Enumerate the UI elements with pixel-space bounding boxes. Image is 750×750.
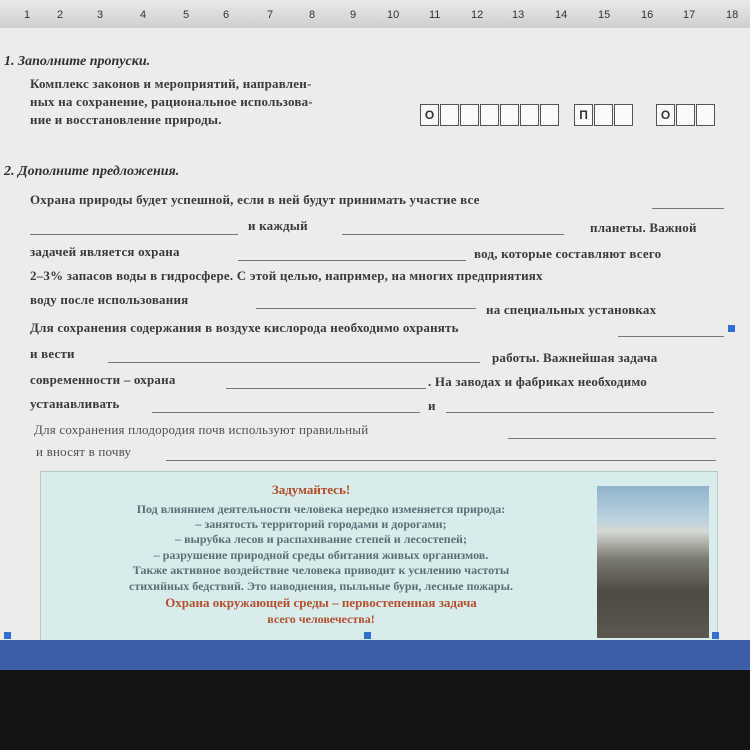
- ruler-tick: 1: [24, 9, 31, 21]
- taskbar: [0, 640, 750, 670]
- blank-line[interactable]: [446, 412, 714, 413]
- task1-title: 1. Заполните пропуски.: [4, 54, 151, 69]
- resize-handle[interactable]: [4, 632, 11, 639]
- answer-cell[interactable]: [440, 104, 459, 126]
- blank-line[interactable]: [618, 336, 724, 337]
- answer-cell[interactable]: [520, 104, 539, 126]
- ruler-tick: 18: [726, 9, 739, 21]
- task2-line: 2–3% запасов воды в гидросфере. С этой целью, например, на многих предприятиях: [30, 268, 543, 283]
- ruler-tick: 16: [641, 9, 654, 21]
- answer-cell[interactable]: О: [420, 104, 439, 126]
- answer-cell[interactable]: [500, 104, 519, 126]
- task2-line: планеты. Важной: [590, 220, 697, 235]
- task2-line: устанавливать: [30, 396, 120, 411]
- ruler-tick: 8: [309, 9, 316, 21]
- blank-line[interactable]: [152, 412, 420, 413]
- answer-cell[interactable]: [594, 104, 613, 126]
- task2-line: . На заводах и фабриках необходимо: [428, 374, 647, 389]
- task2-line: и вносят в почву: [36, 444, 132, 459]
- screen-bezel: [0, 670, 750, 750]
- task2-line: и: [428, 398, 436, 413]
- ruler-tick: 14: [555, 9, 568, 21]
- answer-cell[interactable]: [676, 104, 695, 126]
- blank-line[interactable]: [256, 308, 476, 309]
- task1-line: Комплекс законов и мероприятий, направлен-: [30, 76, 312, 91]
- think-line: – занятость территорий городами и дорогами;: [195, 517, 447, 531]
- think-line: – разрушение природной среды обитания живых организмов.: [153, 548, 489, 562]
- task2-line: вод, которые составляют всего: [474, 246, 662, 261]
- task2-line: Для сохранения содержания в воздухе кислорода необходимо охранять: [30, 320, 459, 335]
- think-line: Также активное воздействие человека приводит к усилению частоты: [132, 563, 510, 577]
- blank-line[interactable]: [508, 438, 716, 439]
- think-line: стихийных бедствий. Это наводнения, пыльные бури, лесные пожары.: [129, 579, 513, 593]
- blank-line[interactable]: [30, 234, 238, 235]
- task2-line: и каждый: [248, 218, 308, 233]
- ruler-tick: 5: [183, 9, 190, 21]
- blank-line[interactable]: [342, 234, 564, 235]
- blank-line[interactable]: [108, 362, 480, 363]
- answer-cell[interactable]: [696, 104, 715, 126]
- think-line: Под влиянием деятельности человека нередко изменяется природа:: [136, 502, 506, 516]
- answer-cell[interactable]: [480, 104, 499, 126]
- ruler-tick: 13: [512, 9, 525, 21]
- blank-line[interactable]: [652, 208, 724, 209]
- ruler-tick: 3: [97, 9, 104, 21]
- task2-line: Охрана природы будет успешной, если в ней будут принимать участие все: [30, 192, 480, 207]
- task2-line: задачей является охрана: [30, 244, 180, 259]
- blank-line[interactable]: [238, 260, 466, 261]
- landscape-photo: [597, 486, 709, 638]
- ruler-tick: 7: [267, 9, 274, 21]
- blank-line[interactable]: [226, 388, 426, 389]
- horizontal-ruler[interactable]: [0, 0, 750, 29]
- ruler-tick: 4: [140, 9, 147, 21]
- ruler-tick: 6: [223, 9, 230, 21]
- think-conclusion: Охрана окружающей среды – первостепенная задача: [165, 595, 477, 610]
- ruler-tick: 10: [387, 9, 400, 21]
- think-heading: Задумайтесь!: [271, 482, 351, 497]
- ruler-tick: 17: [683, 9, 696, 21]
- ruler-tick: 11: [429, 9, 441, 21]
- task2-line: работы. Важнейшая задача: [492, 350, 658, 365]
- resize-handle[interactable]: [712, 632, 719, 639]
- answer-cell[interactable]: [614, 104, 633, 126]
- task2-line: современности – охрана: [30, 372, 176, 387]
- task2-title: 2. Дополните предложения.: [4, 164, 180, 179]
- answer-cell[interactable]: [460, 104, 479, 126]
- task2-line: и вести: [30, 346, 75, 361]
- ruler-tick: 12: [471, 9, 484, 21]
- ruler-tick: 9: [350, 9, 357, 21]
- resize-handle[interactable]: [364, 632, 371, 639]
- task1-line: ных на сохранение, рациональное использова-: [30, 94, 313, 109]
- document-page[interactable]: [0, 28, 750, 640]
- resize-handle[interactable]: [728, 325, 735, 332]
- ruler-tick: 2: [57, 9, 64, 21]
- think-box: [40, 471, 718, 643]
- task2-line: на специальных установках: [486, 302, 657, 317]
- think-line: – вырубка лесов и распахивание степей и лесостепей;: [175, 532, 467, 546]
- task2-line: воду после использования: [30, 292, 189, 307]
- ruler-tick: 15: [598, 9, 611, 21]
- think-conclusion: всего человечества!: [267, 612, 375, 626]
- task1-line: ние и восстановление природы.: [30, 112, 222, 127]
- answer-cell[interactable]: О: [656, 104, 675, 126]
- answer-cell[interactable]: [540, 104, 559, 126]
- task2-line: Для сохранения плодородия почв используют правильный: [34, 422, 369, 437]
- answer-cell[interactable]: П: [574, 104, 593, 126]
- blank-line[interactable]: [166, 460, 716, 461]
